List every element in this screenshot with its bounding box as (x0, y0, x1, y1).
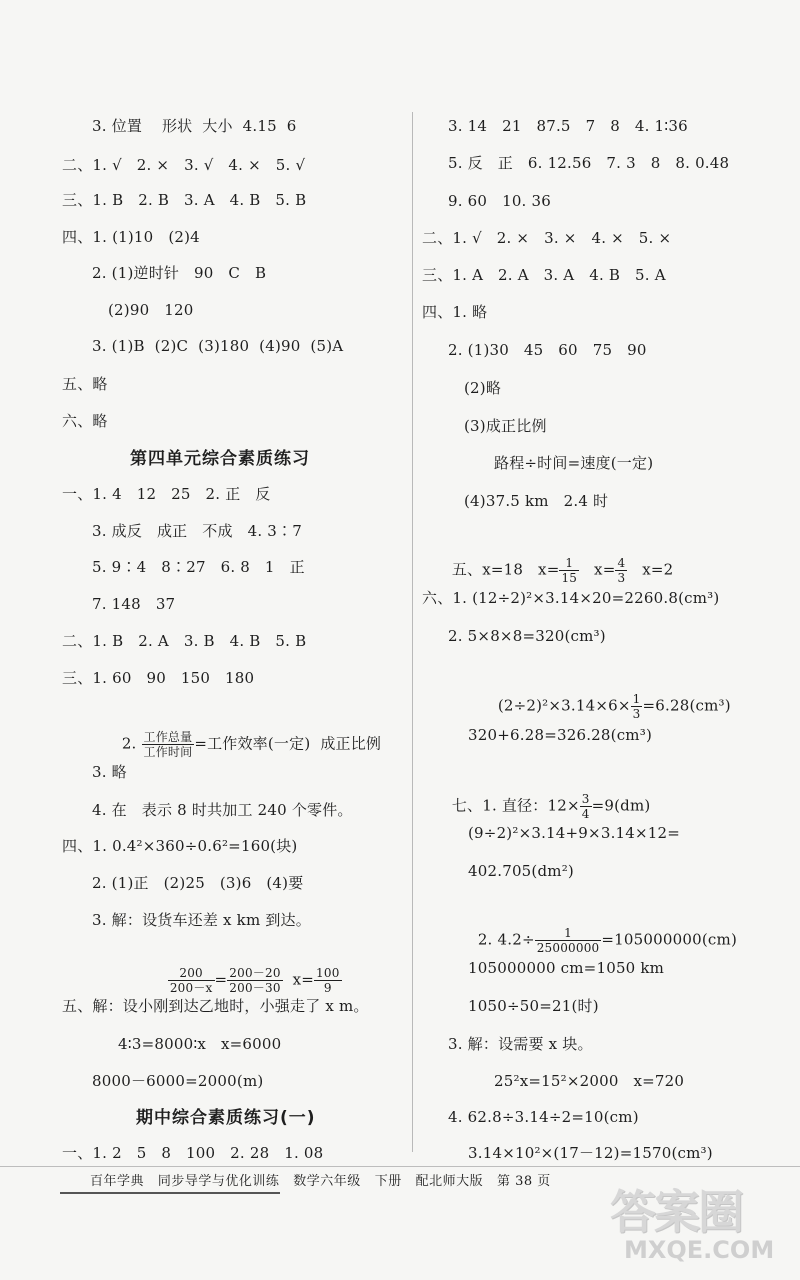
fraction-denominator: 25000000 (536, 941, 600, 955)
answer-line: (3)成正比例 (464, 417, 547, 435)
answer-line: 二、1. B 2. A 3. B 4. B 5. B (62, 632, 307, 650)
fraction (535, 926, 602, 955)
column-divider (412, 112, 413, 1152)
answer-line: (4)37.5 km 2.4 时 (464, 492, 609, 510)
fraction (631, 692, 643, 721)
answer-line: 3. 解：设货车还差 x km 到达。 (92, 911, 311, 929)
fraction-numerator: 1 (559, 556, 579, 571)
answer-line: 二、1. √ 2. × 3. √ 4. × 5. √ (62, 156, 306, 174)
fraction-denominator: 3 (632, 707, 641, 721)
answer-line: 5. 9∶4 8∶27 6. 8 1 正 (92, 558, 305, 576)
answer-line: 3. 14 21 87.5 7 8 4. 1∶36 (448, 117, 688, 135)
footer-text: 百年学典 同步导学与优化训练 数学六年级 下册 配北师大版 第 38 页 (90, 1174, 551, 1189)
watermark-url: MXQE.COM (624, 1236, 775, 1264)
fraction-numerator: 3 (581, 792, 590, 806)
equation-part: =6.28(cm³) (642, 696, 731, 715)
fraction-denominator: 3 (617, 571, 626, 585)
fraction-numerator: 200－20 (229, 966, 281, 980)
answer-line: 五、解：设小刚到达乙地时，小强走了 x m。 (62, 997, 369, 1015)
answer-line: 三、1. B 2. B 3. A 4. B 5. B (62, 191, 307, 209)
answer-line: (2)90 120 (108, 301, 194, 319)
answer-line: 一、1. 4 12 25 2. 正 反 (62, 485, 271, 503)
fraction-numerator: 1 (535, 926, 602, 941)
fraction-denominator: 200－x (169, 981, 213, 995)
equation-part: x= (579, 560, 616, 579)
equals-sign: = (214, 970, 228, 989)
answer-line: 六、1. (12÷2)²×3.14×20=2260.8(cm³) (422, 589, 720, 607)
equation-part: (2÷2)²×3.14×6× (497, 696, 631, 715)
equation-part: 五、x=18 x= (451, 560, 560, 579)
answer-line: 320+6.28=326.28(cm³) (468, 726, 652, 744)
bottom-rule (60, 1192, 280, 1194)
answer-line: 一、1. 2 5 8 100 2. 28 1. 08 (62, 1144, 324, 1162)
answer-line: 4. 在 表示 8 时共加工 240 个零件。 (92, 801, 353, 819)
equation-part: =105000000(cm) (601, 930, 737, 949)
fraction-numerator: 1 (632, 692, 641, 706)
answer-line: 2. (1)30 45 60 75 90 (448, 341, 647, 359)
fraction-denominator: 9 (323, 981, 332, 995)
answer-line: 三、1. 60 90 150 180 (62, 669, 255, 687)
answer-line: 4∶3=8000∶x x=6000 (118, 1035, 282, 1053)
answer-line: 25²x=15²×2000 x=720 (494, 1072, 685, 1090)
answer-line: 2. (1)正 (2)25 (3)6 (4)要 (92, 874, 304, 892)
answer-line: 8000－6000=2000(m) (92, 1072, 264, 1090)
answer-line: 三、1. A 2. A 3. A 4. B 5. A (422, 266, 666, 284)
answer-line: 四、1. 略 (422, 303, 488, 321)
watermark (610, 1176, 780, 1276)
equation-part: =9(dm) (591, 796, 651, 815)
answer-line: 3. 成反 成正 不成 4. 3∶7 (92, 522, 302, 540)
answer-line: 二、1. √ 2. × 3. × 4. × 5. × (422, 229, 672, 247)
item-number: 2. (121, 734, 142, 753)
answer-line: 3.14×10²×(17－12)=1570(cm³) (468, 1144, 713, 1162)
answer-line-fraction (92, 710, 381, 779)
fraction (580, 792, 592, 821)
answer-line: 1050÷50=21(时) (468, 997, 599, 1015)
fraction-denominator: 工作时间 (143, 745, 193, 759)
answer-line: 9. 60 10. 36 (448, 192, 551, 210)
answer-line: 2. 5×8×8=320(cm³) (448, 627, 606, 645)
answer-line: 3. 略 (92, 763, 127, 781)
answer-line: 四、1. (1)10 (2)4 (62, 228, 200, 246)
fraction (559, 556, 579, 585)
watermark-logo: 答案圈 (610, 1185, 742, 1239)
answer-line: (2)略 (464, 379, 502, 397)
answer-line: 路程÷时间=速度(一定) (494, 454, 654, 472)
answer-line: 3. 位置 形状 大小 4.15 6 (92, 117, 297, 135)
fraction (168, 966, 215, 995)
equation-part: 2. 4.2÷ (477, 930, 535, 949)
fraction-numerator: 4 (617, 556, 626, 570)
answer-line: (9÷2)²×3.14+9×3.14×12= (468, 824, 681, 842)
answer-line: 4. 62.8÷3.14÷2=10(cm) (448, 1108, 639, 1126)
fraction-numerator: 100 (316, 966, 340, 980)
equation-part: x=2 (627, 560, 674, 579)
answer-line: 3. (1)B (2)C (3)180 (4)90 (5)A (92, 337, 344, 355)
equation-rest: x= (282, 970, 315, 989)
answer-line: 六、略 (62, 412, 108, 430)
answer-line: 四、1. 0.4²×360÷0.6²=160(块) (62, 837, 298, 855)
answer-line: 402.705(dm²) (468, 862, 574, 880)
fraction-denominator: 4 (581, 807, 590, 821)
equation-rest: =工作效率(一定) 成正比例 (194, 734, 382, 753)
fraction-denominator: 200－30 (229, 981, 281, 995)
fraction (227, 966, 282, 995)
answer-line: 105000000 cm=1050 km (468, 959, 665, 977)
answer-line: 五、略 (62, 375, 108, 393)
fraction (615, 556, 627, 585)
fraction (142, 730, 195, 759)
equation-part: 七、1. 直径：12× (451, 796, 580, 815)
fraction-denominator: 15 (561, 571, 578, 585)
section-heading: 期中综合素质练习(一) (136, 1108, 316, 1128)
answer-line: 3. 解：设需要 x 块。 (448, 1035, 593, 1053)
fraction-numerator: 工作总量 (143, 730, 193, 744)
answer-line: 2. (1)逆时针 90 C B (92, 264, 267, 282)
section-heading: 第四单元综合素质练习 (130, 449, 310, 469)
fraction-numerator: 200 (168, 966, 215, 981)
fraction (314, 966, 342, 995)
answer-line: 5. 反 正 6. 12.56 7. 3 8 8. 0.48 (448, 154, 730, 172)
answer-line: 7. 148 37 (92, 595, 176, 613)
